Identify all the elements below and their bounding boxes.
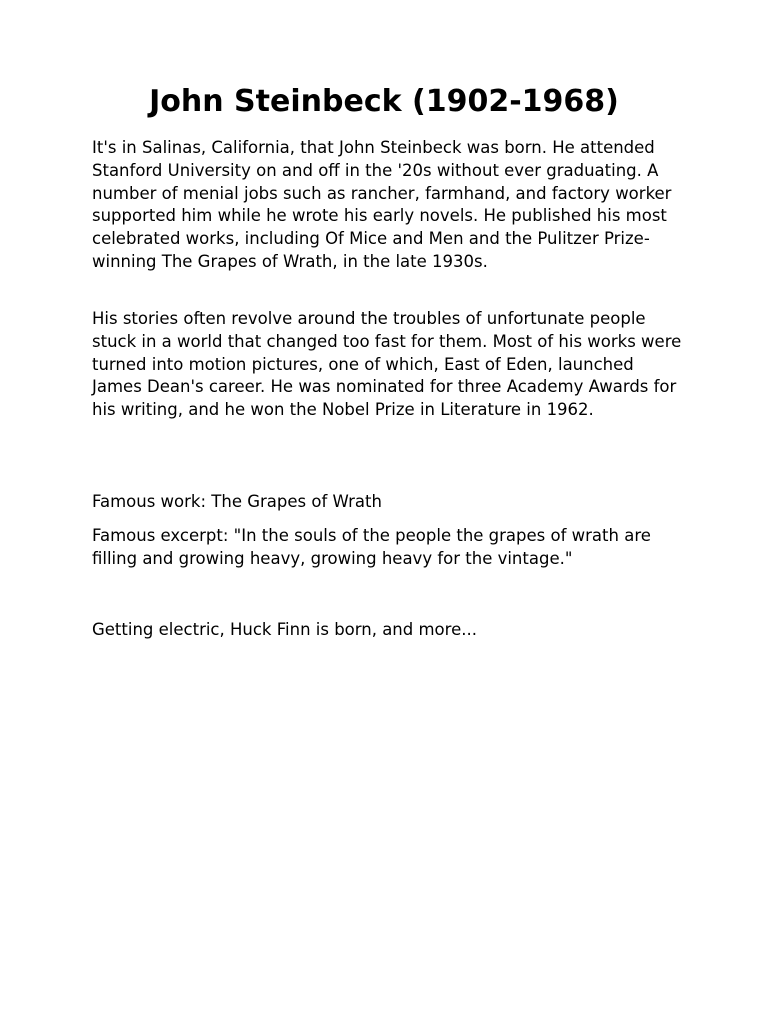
famous-work-line: Famous work: The Grapes of Wrath [92, 492, 382, 511]
famous-excerpt-line: Famous excerpt: "In the souls of the people the grapes of wrath are filling and growing heavy, growing heavy for the vintage." [92, 526, 651, 568]
page-title: John Steinbeck (1902-1968) [149, 84, 619, 119]
more-teaser-line: Getting electric, Huck Finn is born, and more... [92, 620, 477, 639]
biography-paragraph-2: His stories often revolve around the troubles of unfortunate people stuck in a world that changed too fast for them. Most of his works were turned into motion pictures, one of which, East of Eden, launched James Dean's career. He was nominated for three Academy Awards for his writing, and he won the Nobel Prize in Literature in 1962. [92, 309, 682, 420]
biography-paragraph-1: It's in Salinas, California, that John Steinbeck was born. He attended Stanford University on and off in the '20s without ever graduating. A number of menial jobs such as rancher, farmhand, and factory worker supported him while he wrote his early novels. He published his most celebrated works, including Of Mice and Men and the Pulitzer Prize-winning The Grapes of Wrath, in the late 1930s. [92, 138, 672, 271]
